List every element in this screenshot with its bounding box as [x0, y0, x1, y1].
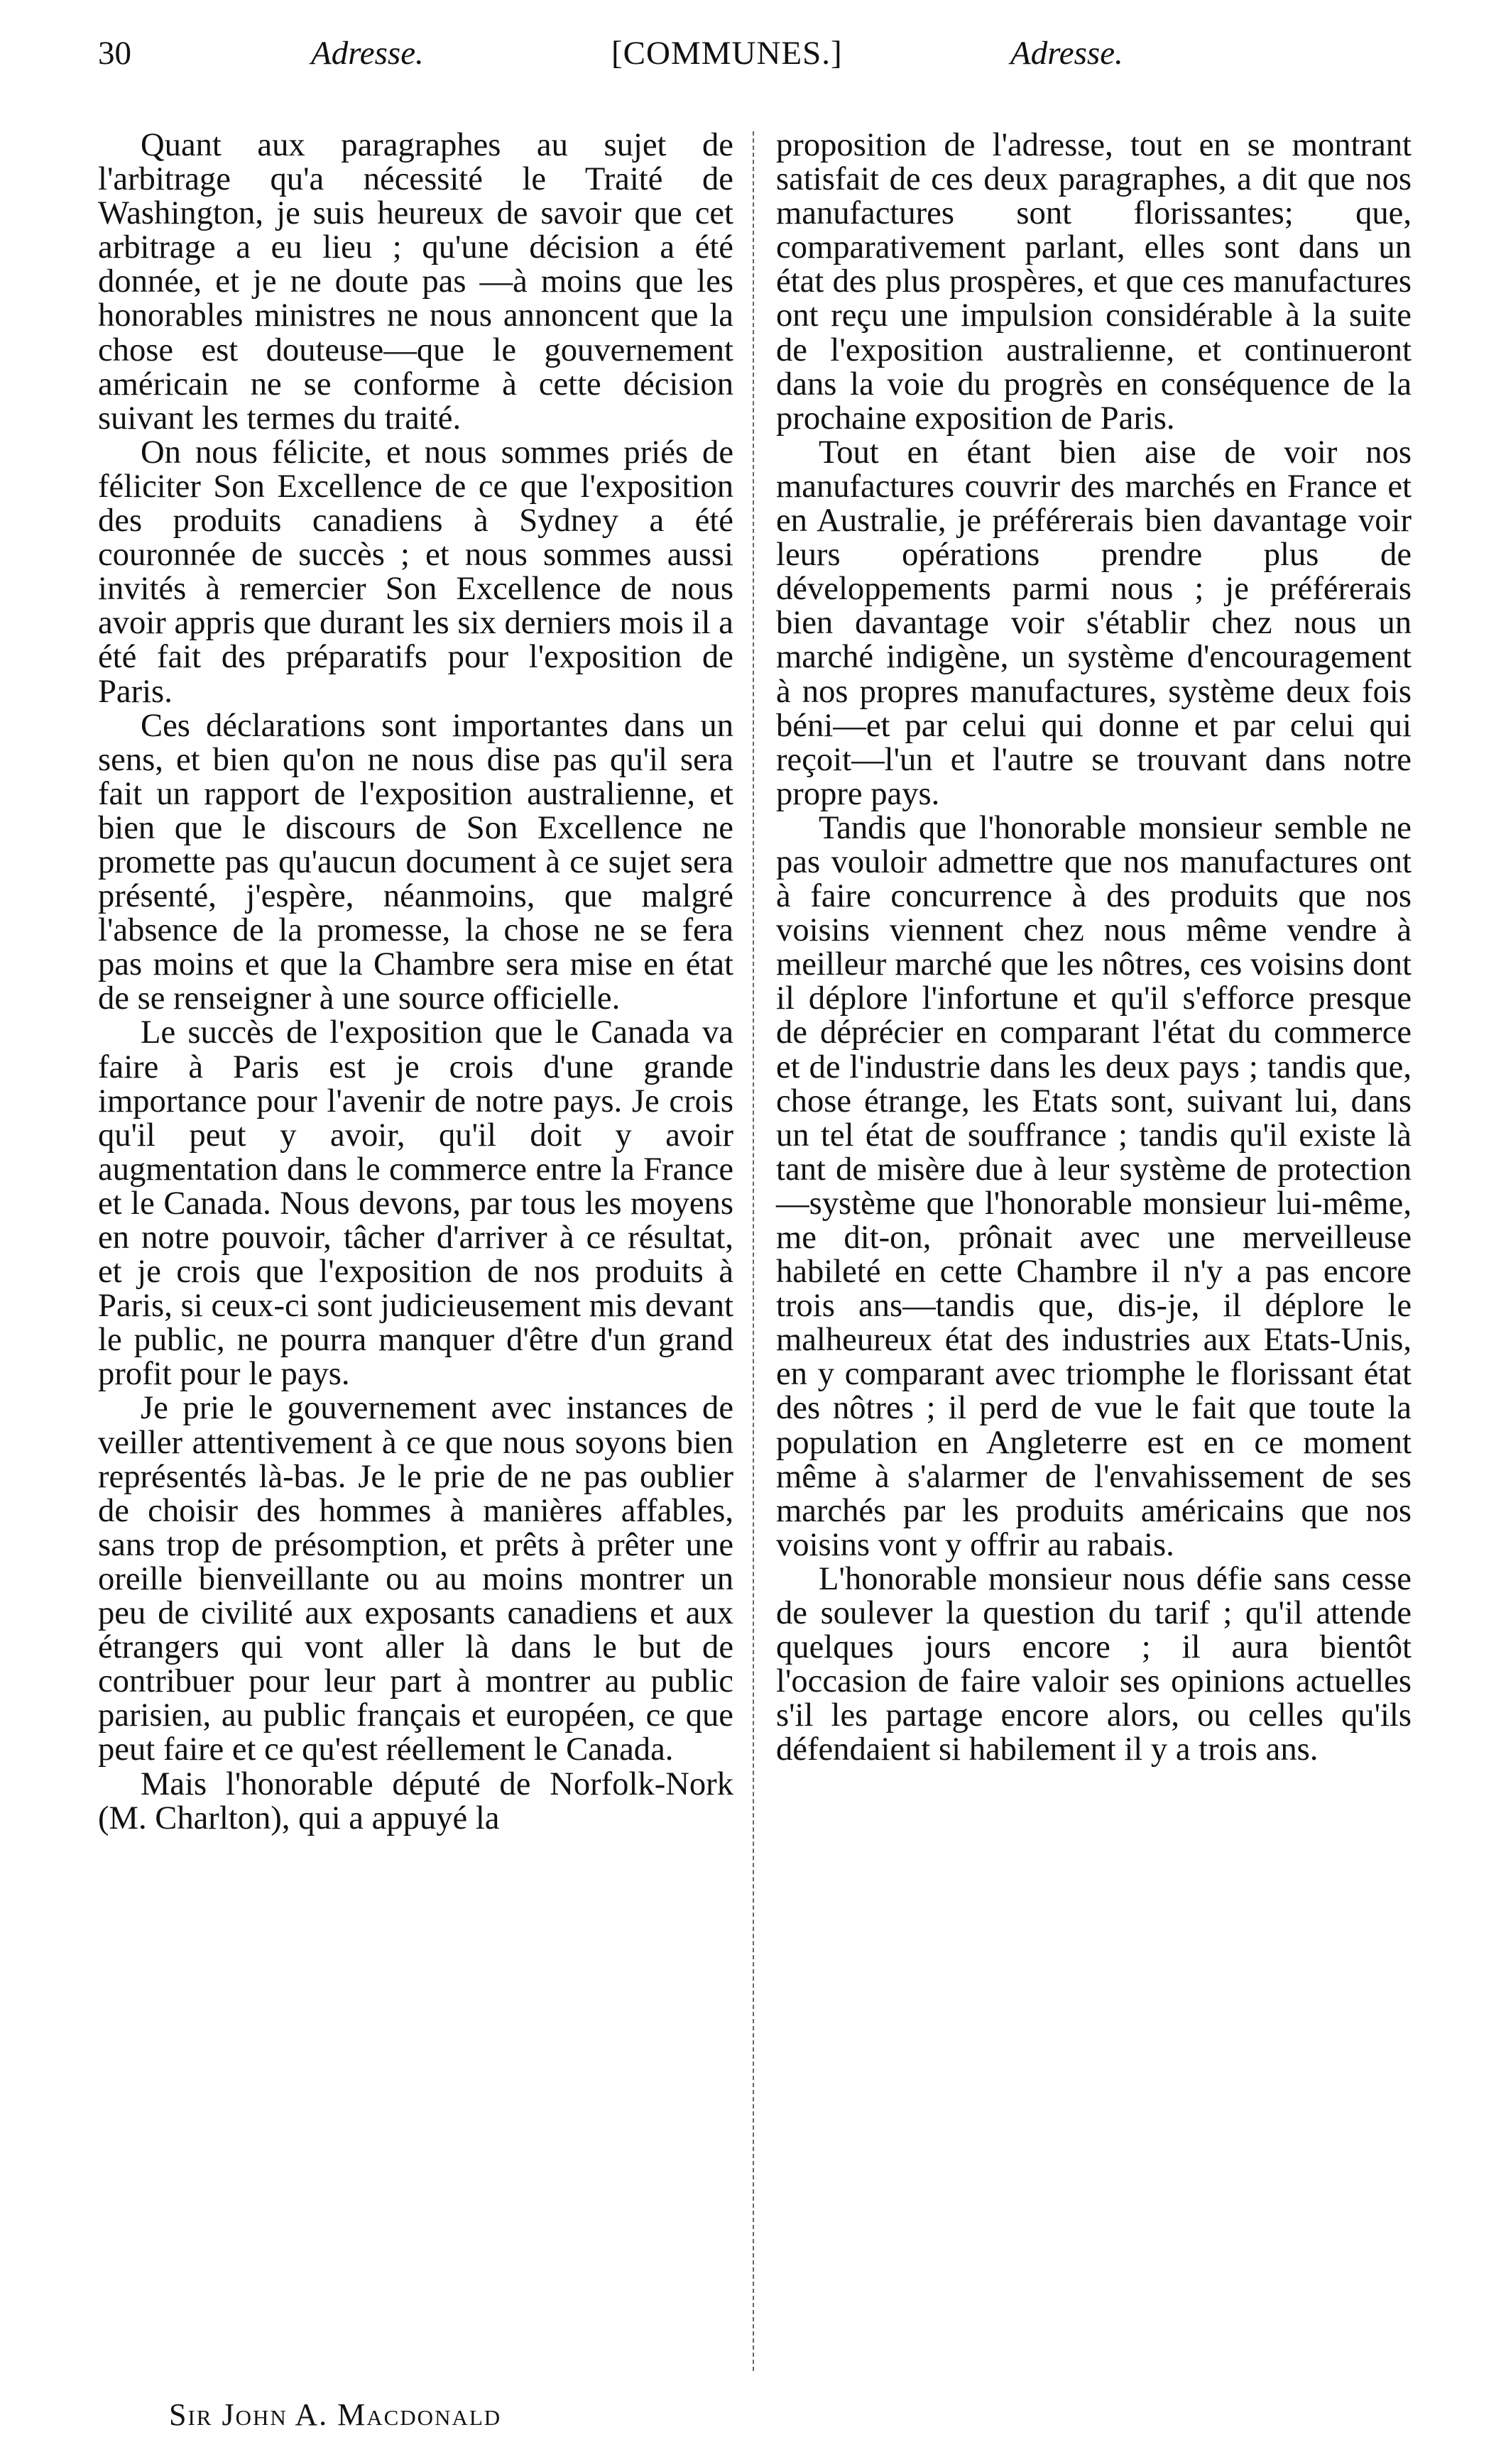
paragraph: Le succès de l'exposition que le Canada va faire à Paris est je crois d'une grande importance pour l'avenir de notre pays. Je crois qu'il peut y avoir, qu'il doit y avoir augmentation dans le commerce entre la France et le Canada. Nous devons, par tous les moyens en notre pouvoir, tâcher d'arriver à ce résultat, et je crois que l'exposition de nos produits à Paris, si ceux-ci sont judicieusement mis devant le public, ne pourra manquer d'être d'un grand profit pour le pays.	[98, 1014, 733, 1393]
paragraph: Je prie le gouvernement avec instances de veiller attentivement à ce que nous soyons bien représentés là-bas. Je le prie de ne pas oublier de choisir des hommes à manières affables, sans trop de présomption, et prêts à prêter une oreille bienveillante ou au moins montrer un peu de civilité aux exposants canadiens et aux étrangers qui vont aller là dans le but de contribuer pour leur part à montrer au public parisien, au public français et européen, ce que peut faire et ce qu'est réellement le Canada.	[98, 1389, 733, 1768]
paragraph: Tandis que l'honorable monsieur semble ne pas vouloir admettre que nos manufactures ont à faire concurrence à des produits que nos voisins viennent chez nous même vendre à meilleur marché que les nôtres, ces voisins dont il déplore l'infortune et qu'il s'efforce presque de déprécier en comparant l'état du commerce et de l'industrie dans les deux pays ; tandis que, chose étrange, les Etats sont, suivant lui, dans un tel état de souffrance ; tandis qu'il existe là tant de misère due à leur système de protection—système que l'honorable monsieur lui-même, me dit-on, prônait avec une merveilleuse habileté en cette Chambre il n'y a pas encore trois ans—tandis que, dis-je, il déplore le malheureux état des industries aux Etats-Unis, en y comparant avec triomphe le florissant état des nôtres ; il perd de vue le fait que toute la population en Angleterre est en ce moment même à s'alarmer de l'envahissement de ses marchés par les produits américains que nos voisins vont y offrir au rabais.	[776, 809, 1412, 1563]
speaker-name: Sir John A. Macdonald	[169, 2397, 502, 2432]
paragraph-continued: proposition de l'adresse, tout en se montrant satisfait de ces deux paragraphes, a dit que nos manufactures sont florissantes; que, comparativement parlant, elles sont dans un état des plus prospères, et que ces manufactures ont reçu une impulsion considérable à la suite de l'exposition australienne, et continueront dans la voie du progrès en conséquence de la prochaine exposition de Paris.	[776, 126, 1412, 437]
left-column	[98, 128, 733, 1835]
paragraph: Tout en étant bien aise de voir nos manufactures couvrir des marchés en France et en Australie, je préférerais bien davantage voir leurs opérations prendre plus de développements parmi nous ; je préférerais bien davantage voir s'établir chez nous un marché indigène, un système d'encouragement à nos propres manufactures, système deux fois béni—et par celui qui donne et par celui qui reçoit—l'un et l'autre se trouvant dans notre propre pays.	[776, 433, 1412, 812]
page-number: 30	[98, 35, 131, 72]
paragraph: Ces déclarations sont importantes dans un sens, et bien qu'on ne nous dise pas qu'il sera fait un rapport de l'exposition australienne, et bien que le discours de Son Excellence ne promette pas qu'aucun document à ce sujet sera présenté, j'espère, néanmoins, que malgré l'absence de la promesse, la chose ne se fera pas moins et que la Chambre sera mise en état de se renseigner à une source officielle.	[98, 706, 733, 1017]
right-column	[776, 128, 1412, 1767]
page-header	[98, 34, 1206, 91]
paragraph: On nous félicite, et nous sommes priés de féliciter Son Excellence de ce que l'exposition des produits canadiens à Sydney a été couronnée de succès ; et nous sommes aussi invités à remercier Son Excellence de nous avoir appris que durant les six derniers mois il a été fait des préparatifs pour l'exposition de Paris.	[98, 433, 733, 710]
column-divider	[753, 131, 754, 2371]
paragraph: Mais l'honorable député de Norfolk-Nork (M. Charlton), qui a appuyé la	[98, 1765, 733, 1836]
running-title-right: Adresse.	[1010, 35, 1123, 72]
running-title-left: Adresse.	[311, 35, 424, 72]
paragraph: L'honorable monsieur nous défie sans cesse de soulever la question du tarif ; qu'il attende quelques jours encore ; il aura bientôt l'occasion de faire valoir ses opinions actuelles s'il les partage encore alors, ou celles qu'ils défendaient si habilement il y a trois ans.	[776, 1560, 1412, 1768]
paragraph: Quant aux paragraphes au sujet de l'arbitrage qu'a nécessité le Traité de Washington, je suis heureux de savoir que cet arbitrage a eu lieu ; qu'une décision a été donnée, et je ne doute pas —à moins que les honorables ministres ne nous annoncent que la chose est douteuse—que le gouvernement américain ne se conforme à cette décision suivant les termes du traité.	[98, 126, 733, 437]
running-title-center: [COMMUNES.]	[611, 35, 843, 72]
